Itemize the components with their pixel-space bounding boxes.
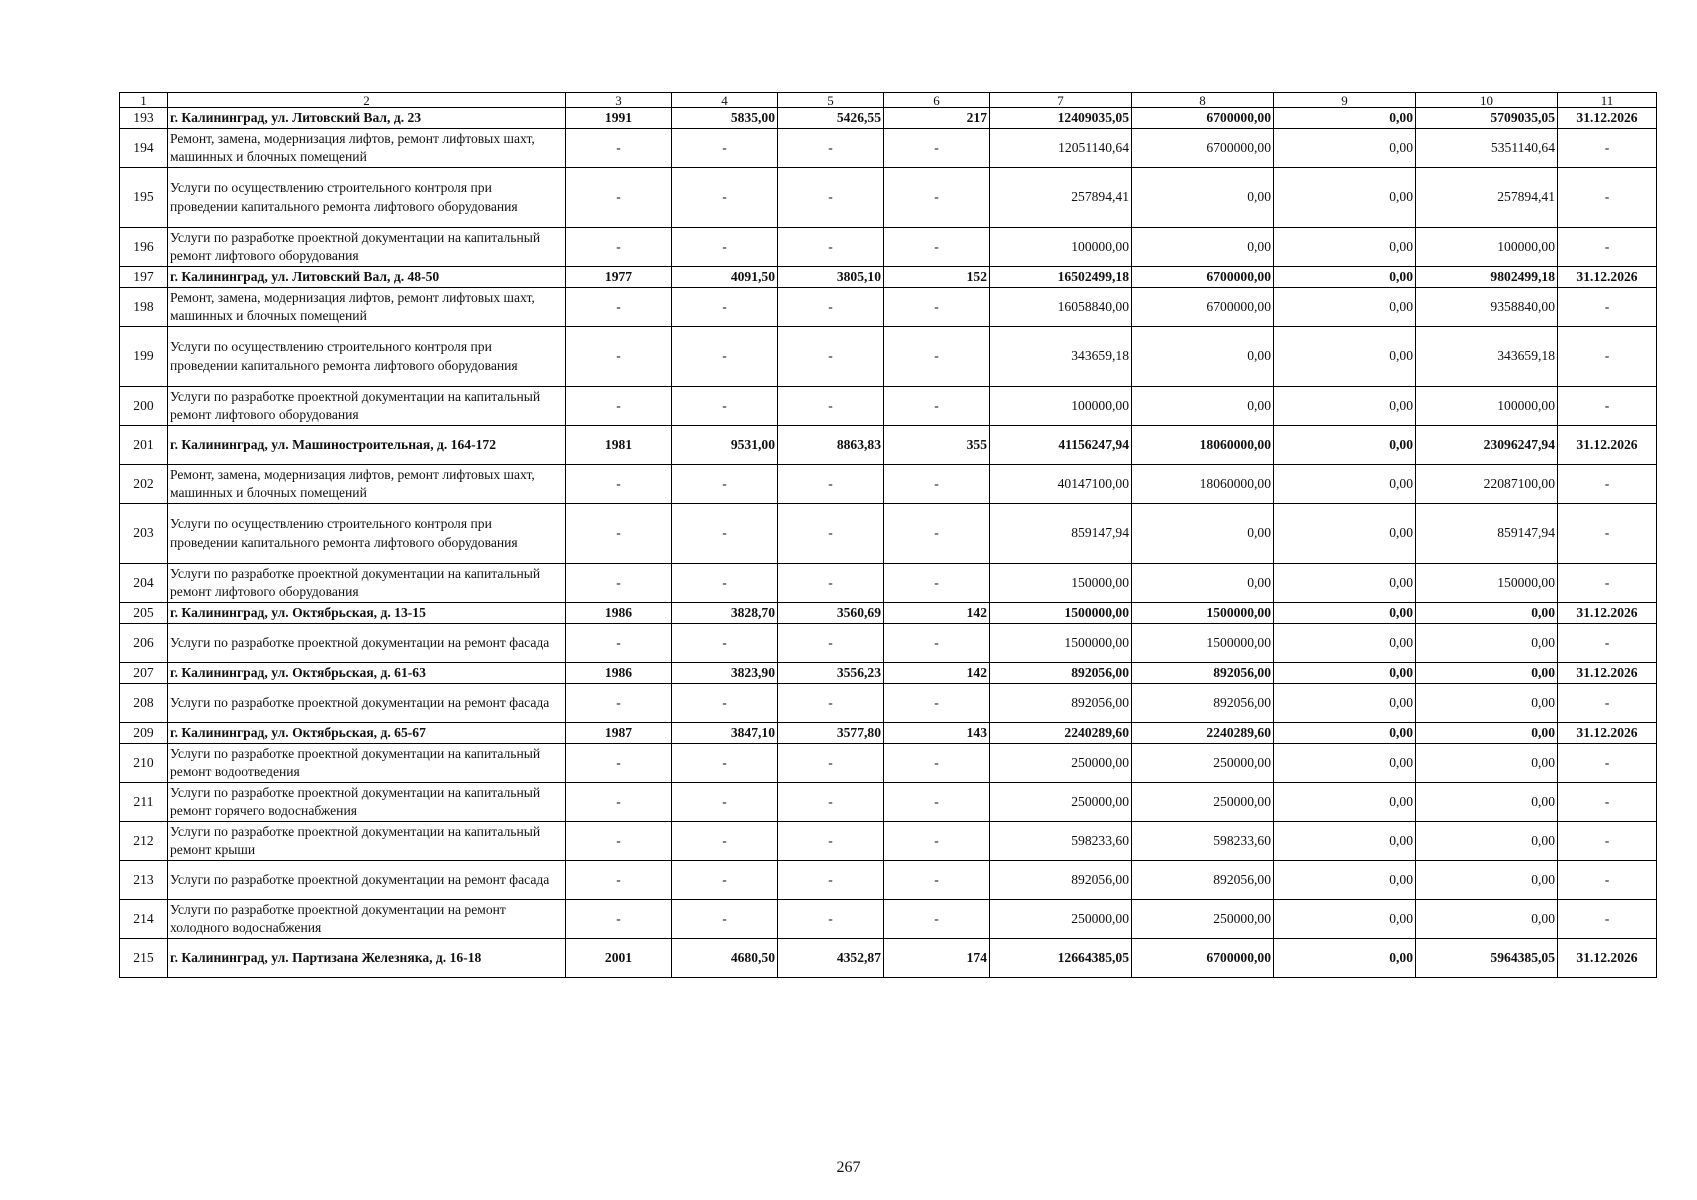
area-total-cell: -	[672, 228, 778, 267]
cost-col9-cell: 0,00	[1274, 426, 1416, 465]
year-cell: 1977	[566, 267, 672, 288]
area-living-cell: -	[778, 744, 884, 783]
residents-cell: -	[884, 168, 990, 228]
row-number-cell: 197	[120, 267, 168, 288]
area-total-cell: -	[672, 684, 778, 723]
year-cell: -	[566, 783, 672, 822]
description-cell: Услуги по разработке проектной документации на ремонт фасада	[168, 624, 566, 663]
total-cost-cell: 16058840,00	[990, 288, 1132, 327]
residents-cell: -	[884, 387, 990, 426]
column-header: 5	[778, 93, 884, 108]
cost-col8-cell: 18060000,00	[1132, 465, 1274, 504]
residents-cell: -	[884, 684, 990, 723]
description-cell: Услуги по разработке проектной документации на капитальный ремонт водоотведения	[168, 744, 566, 783]
deadline-cell: -	[1558, 900, 1657, 939]
service-row	[120, 288, 1657, 327]
total-cost-cell: 41156247,94	[990, 426, 1132, 465]
description-cell: г. Калининград, ул. Литовский Вал, д. 48-50	[168, 267, 566, 288]
residents-cell: 217	[884, 108, 990, 129]
area-living-cell: 3805,10	[778, 267, 884, 288]
service-row	[120, 129, 1657, 168]
address-row	[120, 426, 1657, 465]
cost-col10-cell: 0,00	[1416, 723, 1558, 744]
cost-col8-cell: 0,00	[1132, 564, 1274, 603]
cost-col9-cell: 0,00	[1274, 504, 1416, 564]
area-living-cell: -	[778, 387, 884, 426]
row-number-cell: 200	[120, 387, 168, 426]
area-living-cell: 3556,23	[778, 663, 884, 684]
cost-col8-cell: 2240289,60	[1132, 723, 1274, 744]
address-row	[120, 108, 1657, 129]
residents-cell: -	[884, 465, 990, 504]
service-row	[120, 465, 1657, 504]
total-cost-cell: 40147100,00	[990, 465, 1132, 504]
area-total-cell: 3828,70	[672, 603, 778, 624]
area-total-cell: -	[672, 168, 778, 228]
cost-col9-cell: 0,00	[1274, 861, 1416, 900]
area-total-cell: 4680,50	[672, 939, 778, 978]
cost-col10-cell: 5964385,05	[1416, 939, 1558, 978]
total-cost-cell: 12051140,64	[990, 129, 1132, 168]
total-cost-cell: 892056,00	[990, 861, 1132, 900]
deadline-cell: -	[1558, 288, 1657, 327]
service-row	[120, 822, 1657, 861]
row-number-cell: 198	[120, 288, 168, 327]
cost-col8-cell: 0,00	[1132, 387, 1274, 426]
total-cost-cell: 1500000,00	[990, 624, 1132, 663]
year-cell: 1986	[566, 663, 672, 684]
cost-col10-cell: 0,00	[1416, 900, 1558, 939]
service-row	[120, 168, 1657, 228]
year-cell: -	[566, 744, 672, 783]
area-total-cell: -	[672, 504, 778, 564]
deadline-cell: 31.12.2026	[1558, 267, 1657, 288]
area-total-cell: -	[672, 822, 778, 861]
residents-cell: 355	[884, 426, 990, 465]
cost-col10-cell: 22087100,00	[1416, 465, 1558, 504]
service-row	[120, 900, 1657, 939]
residents-cell: -	[884, 129, 990, 168]
area-living-cell: 3560,69	[778, 603, 884, 624]
year-cell: -	[566, 684, 672, 723]
year-cell: -	[566, 861, 672, 900]
row-number-cell: 202	[120, 465, 168, 504]
residents-cell: -	[884, 624, 990, 663]
area-total-cell: -	[672, 387, 778, 426]
cost-col10-cell: 9358840,00	[1416, 288, 1558, 327]
service-row	[120, 387, 1657, 426]
area-living-cell: -	[778, 168, 884, 228]
year-cell: -	[566, 129, 672, 168]
deadline-cell: 31.12.2026	[1558, 108, 1657, 129]
deadline-cell: -	[1558, 387, 1657, 426]
area-living-cell: -	[778, 564, 884, 603]
service-row	[120, 783, 1657, 822]
cost-col8-cell: 1500000,00	[1132, 603, 1274, 624]
column-header: 8	[1132, 93, 1274, 108]
deadline-cell: -	[1558, 327, 1657, 387]
cost-col10-cell: 100000,00	[1416, 387, 1558, 426]
total-cost-cell: 598233,60	[990, 822, 1132, 861]
area-living-cell: -	[778, 624, 884, 663]
total-cost-cell: 892056,00	[990, 663, 1132, 684]
area-total-cell: -	[672, 783, 778, 822]
description-cell: Услуги по разработке проектной документации на капитальный ремонт лифтового оборудования	[168, 564, 566, 603]
description-cell: г. Калининград, ул. Литовский Вал, д. 23	[168, 108, 566, 129]
cost-col8-cell: 6700000,00	[1132, 267, 1274, 288]
deadline-cell: -	[1558, 822, 1657, 861]
cost-col10-cell: 0,00	[1416, 624, 1558, 663]
row-number-cell: 199	[120, 327, 168, 387]
description-cell: Услуги по разработке проектной документации на ремонт фасада	[168, 861, 566, 900]
year-cell: -	[566, 822, 672, 861]
cost-col8-cell: 892056,00	[1132, 684, 1274, 723]
description-cell: г. Калининград, ул. Машиностроительная, д. 164-172	[168, 426, 566, 465]
address-row	[120, 939, 1657, 978]
cost-col8-cell: 18060000,00	[1132, 426, 1274, 465]
deadline-cell: -	[1558, 564, 1657, 603]
cost-col9-cell: 0,00	[1274, 564, 1416, 603]
deadline-cell: 31.12.2026	[1558, 426, 1657, 465]
total-cost-cell: 100000,00	[990, 387, 1132, 426]
cost-col8-cell: 6700000,00	[1132, 288, 1274, 327]
service-row	[120, 684, 1657, 723]
row-number-cell: 213	[120, 861, 168, 900]
area-total-cell: 3823,90	[672, 663, 778, 684]
residents-cell: -	[884, 504, 990, 564]
row-number-cell: 206	[120, 624, 168, 663]
total-cost-cell: 250000,00	[990, 900, 1132, 939]
column-header: 10	[1416, 93, 1558, 108]
area-living-cell: -	[778, 129, 884, 168]
year-cell: -	[566, 900, 672, 939]
cost-col10-cell: 0,00	[1416, 663, 1558, 684]
row-number-cell: 211	[120, 783, 168, 822]
area-living-cell: -	[778, 465, 884, 504]
total-cost-cell: 150000,00	[990, 564, 1132, 603]
year-cell: -	[566, 288, 672, 327]
cost-col8-cell: 598233,60	[1132, 822, 1274, 861]
cost-col8-cell: 6700000,00	[1132, 108, 1274, 129]
area-total-cell: -	[672, 129, 778, 168]
total-cost-cell: 12664385,05	[990, 939, 1132, 978]
row-number-cell: 196	[120, 228, 168, 267]
column-header: 6	[884, 93, 990, 108]
total-cost-cell: 250000,00	[990, 744, 1132, 783]
residents-cell: 174	[884, 939, 990, 978]
service-row	[120, 564, 1657, 603]
year-cell: 1981	[566, 426, 672, 465]
cost-col10-cell: 257894,41	[1416, 168, 1558, 228]
residents-cell: -	[884, 783, 990, 822]
total-cost-cell: 257894,41	[990, 168, 1132, 228]
residents-cell: -	[884, 228, 990, 267]
deadline-cell: -	[1558, 465, 1657, 504]
cost-col9-cell: 0,00	[1274, 387, 1416, 426]
cost-col9-cell: 0,00	[1274, 327, 1416, 387]
cost-col8-cell: 250000,00	[1132, 783, 1274, 822]
area-total-cell: 3847,10	[672, 723, 778, 744]
year-cell: -	[566, 504, 672, 564]
residents-cell: -	[884, 744, 990, 783]
column-number-header-row	[120, 93, 1657, 108]
cost-col10-cell: 5709035,05	[1416, 108, 1558, 129]
description-cell: Услуги по осуществлению строительного контроля при проведении капитального ремонта лифтового оборудования	[168, 504, 566, 564]
deadline-cell: 31.12.2026	[1558, 663, 1657, 684]
deadline-cell: 31.12.2026	[1558, 723, 1657, 744]
cost-col8-cell: 0,00	[1132, 327, 1274, 387]
total-cost-cell: 250000,00	[990, 783, 1132, 822]
cost-col8-cell: 0,00	[1132, 228, 1274, 267]
cost-col9-cell: 0,00	[1274, 228, 1416, 267]
year-cell: 1991	[566, 108, 672, 129]
column-header: 11	[1558, 93, 1657, 108]
area-living-cell: -	[778, 288, 884, 327]
row-number-cell: 212	[120, 822, 168, 861]
cost-col10-cell: 0,00	[1416, 861, 1558, 900]
description-cell: Услуги по разработке проектной документации на капитальный ремонт горячего водоснабжения	[168, 783, 566, 822]
residents-cell: -	[884, 564, 990, 603]
row-number-cell: 208	[120, 684, 168, 723]
year-cell: -	[566, 564, 672, 603]
description-cell: Услуги по разработке проектной документации на ремонт холодного водоснабжения	[168, 900, 566, 939]
area-total-cell: -	[672, 564, 778, 603]
description-cell: Ремонт, замена, модернизация лифтов, ремонт лифтовых шахт, машинных и блочных помещений	[168, 129, 566, 168]
cost-col10-cell: 0,00	[1416, 603, 1558, 624]
residents-cell: -	[884, 822, 990, 861]
cost-col8-cell: 0,00	[1132, 504, 1274, 564]
description-cell: Услуги по разработке проектной документации на капитальный ремонт лифтового оборудования	[168, 387, 566, 426]
area-living-cell: 4352,87	[778, 939, 884, 978]
cost-col8-cell: 1500000,00	[1132, 624, 1274, 663]
residents-cell: -	[884, 327, 990, 387]
cost-col10-cell: 0,00	[1416, 684, 1558, 723]
area-total-cell: -	[672, 861, 778, 900]
cost-col10-cell: 100000,00	[1416, 228, 1558, 267]
cost-col9-cell: 0,00	[1274, 288, 1416, 327]
residents-cell: 142	[884, 603, 990, 624]
row-number-cell: 210	[120, 744, 168, 783]
address-row	[120, 267, 1657, 288]
cost-col10-cell: 150000,00	[1416, 564, 1558, 603]
total-cost-cell: 2240289,60	[990, 723, 1132, 744]
cost-col9-cell: 0,00	[1274, 624, 1416, 663]
row-number-cell: 204	[120, 564, 168, 603]
residents-cell: 143	[884, 723, 990, 744]
cost-col10-cell: 0,00	[1416, 783, 1558, 822]
cost-col10-cell: 23096247,94	[1416, 426, 1558, 465]
cost-col10-cell: 343659,18	[1416, 327, 1558, 387]
area-living-cell: 8863,83	[778, 426, 884, 465]
column-header: 1	[120, 93, 168, 108]
deadline-cell: -	[1558, 744, 1657, 783]
cost-col9-cell: 0,00	[1274, 684, 1416, 723]
cost-col8-cell: 250000,00	[1132, 900, 1274, 939]
description-cell: Услуги по разработке проектной документации на капитальный ремонт крыши	[168, 822, 566, 861]
row-number-cell: 205	[120, 603, 168, 624]
area-total-cell: -	[672, 327, 778, 387]
year-cell: -	[566, 168, 672, 228]
total-cost-cell: 100000,00	[990, 228, 1132, 267]
total-cost-cell: 343659,18	[990, 327, 1132, 387]
description-cell: Услуги по разработке проектной документации на ремонт фасада	[168, 684, 566, 723]
area-total-cell: -	[672, 744, 778, 783]
row-number-cell: 195	[120, 168, 168, 228]
deadline-cell: -	[1558, 168, 1657, 228]
description-cell: Ремонт, замена, модернизация лифтов, ремонт лифтовых шахт, машинных и блочных помещений	[168, 288, 566, 327]
residents-cell: -	[884, 288, 990, 327]
area-living-cell: -	[778, 504, 884, 564]
row-number-cell: 209	[120, 723, 168, 744]
area-total-cell: 9531,00	[672, 426, 778, 465]
area-living-cell: -	[778, 327, 884, 387]
column-header: 7	[990, 93, 1132, 108]
year-cell: -	[566, 327, 672, 387]
area-total-cell: 5835,00	[672, 108, 778, 129]
area-total-cell: 4091,50	[672, 267, 778, 288]
cost-col8-cell: 0,00	[1132, 168, 1274, 228]
cost-col9-cell: 0,00	[1274, 465, 1416, 504]
description-cell: Услуги по разработке проектной документации на капитальный ремонт лифтового оборудования	[168, 228, 566, 267]
service-row	[120, 744, 1657, 783]
year-cell: 1986	[566, 603, 672, 624]
cost-col8-cell: 6700000,00	[1132, 129, 1274, 168]
cost-col9-cell: 0,00	[1274, 267, 1416, 288]
cost-col9-cell: 0,00	[1274, 900, 1416, 939]
cost-col9-cell: 0,00	[1274, 723, 1416, 744]
address-row	[120, 603, 1657, 624]
year-cell: -	[566, 228, 672, 267]
area-living-cell: -	[778, 900, 884, 939]
description-cell: г. Калининград, ул. Партизана Железняка, д. 16-18	[168, 939, 566, 978]
address-row	[120, 663, 1657, 684]
cost-col8-cell: 892056,00	[1132, 663, 1274, 684]
cost-col10-cell: 859147,94	[1416, 504, 1558, 564]
year-cell: -	[566, 624, 672, 663]
year-cell: 1987	[566, 723, 672, 744]
deadline-cell: -	[1558, 624, 1657, 663]
deadline-cell: -	[1558, 684, 1657, 723]
deadline-cell: -	[1558, 783, 1657, 822]
cost-col9-cell: 0,00	[1274, 603, 1416, 624]
deadline-cell: -	[1558, 504, 1657, 564]
cost-col9-cell: 0,00	[1274, 168, 1416, 228]
table-body	[120, 108, 1657, 978]
page-number: 267	[836, 1159, 861, 1176]
address-row	[120, 723, 1657, 744]
service-row	[120, 504, 1657, 564]
total-cost-cell: 892056,00	[990, 684, 1132, 723]
deadline-cell: -	[1558, 129, 1657, 168]
row-number-cell: 207	[120, 663, 168, 684]
total-cost-cell: 1500000,00	[990, 603, 1132, 624]
area-total-cell: -	[672, 465, 778, 504]
column-header: 9	[1274, 93, 1416, 108]
service-row	[120, 327, 1657, 387]
area-living-cell: -	[778, 783, 884, 822]
area-total-cell: -	[672, 624, 778, 663]
area-living-cell: -	[778, 228, 884, 267]
description-cell: г. Калининград, ул. Октябрьская, д. 61-63	[168, 663, 566, 684]
area-living-cell: 3577,80	[778, 723, 884, 744]
cost-col8-cell: 6700000,00	[1132, 939, 1274, 978]
cost-col9-cell: 0,00	[1274, 129, 1416, 168]
description-cell: Услуги по осуществлению строительного контроля при проведении капитального ремонта лифтового оборудования	[168, 327, 566, 387]
cost-col9-cell: 0,00	[1274, 744, 1416, 783]
deadline-cell: -	[1558, 861, 1657, 900]
residents-cell: -	[884, 900, 990, 939]
year-cell: 2001	[566, 939, 672, 978]
total-cost-cell: 12409035,05	[990, 108, 1132, 129]
cost-col9-cell: 0,00	[1274, 822, 1416, 861]
residents-cell: 142	[884, 663, 990, 684]
cost-col9-cell: 0,00	[1274, 939, 1416, 978]
row-number-cell: 201	[120, 426, 168, 465]
description-cell: г. Калининград, ул. Октябрьская, д. 65-67	[168, 723, 566, 744]
area-living-cell: -	[778, 822, 884, 861]
residents-cell: -	[884, 861, 990, 900]
deadline-cell: 31.12.2026	[1558, 939, 1657, 978]
cost-col10-cell: 0,00	[1416, 822, 1558, 861]
area-living-cell: -	[778, 861, 884, 900]
column-header: 2	[168, 93, 566, 108]
area-total-cell: -	[672, 288, 778, 327]
total-cost-cell: 859147,94	[990, 504, 1132, 564]
cost-col9-cell: 0,00	[1274, 108, 1416, 129]
cost-col10-cell: 0,00	[1416, 744, 1558, 783]
column-header: 3	[566, 93, 672, 108]
cost-col9-cell: 0,00	[1274, 783, 1416, 822]
year-cell: -	[566, 465, 672, 504]
residents-cell: 152	[884, 267, 990, 288]
row-number-cell: 193	[120, 108, 168, 129]
total-cost-cell: 16502499,18	[990, 267, 1132, 288]
row-number-cell: 203	[120, 504, 168, 564]
cost-col9-cell: 0,00	[1274, 663, 1416, 684]
description-cell: Ремонт, замена, модернизация лифтов, ремонт лифтовых шахт, машинных и блочных помещений	[168, 465, 566, 504]
service-row	[120, 624, 1657, 663]
description-cell: Услуги по осуществлению строительного контроля при проведении капитального ремонта лифтового оборудования	[168, 168, 566, 228]
cost-col8-cell: 250000,00	[1132, 744, 1274, 783]
cost-col10-cell: 5351140,64	[1416, 129, 1558, 168]
capital-repair-table	[119, 92, 1657, 978]
cost-col8-cell: 892056,00	[1132, 861, 1274, 900]
area-living-cell: -	[778, 684, 884, 723]
service-row	[120, 228, 1657, 267]
description-cell: г. Калининград, ул. Октябрьская, д. 13-15	[168, 603, 566, 624]
deadline-cell: -	[1558, 228, 1657, 267]
year-cell: -	[566, 387, 672, 426]
area-total-cell: -	[672, 900, 778, 939]
row-number-cell: 215	[120, 939, 168, 978]
deadline-cell: 31.12.2026	[1558, 603, 1657, 624]
column-header: 4	[672, 93, 778, 108]
area-living-cell: 5426,55	[778, 108, 884, 129]
cost-col10-cell: 9802499,18	[1416, 267, 1558, 288]
service-row	[120, 861, 1657, 900]
row-number-cell: 194	[120, 129, 168, 168]
row-number-cell: 214	[120, 900, 168, 939]
